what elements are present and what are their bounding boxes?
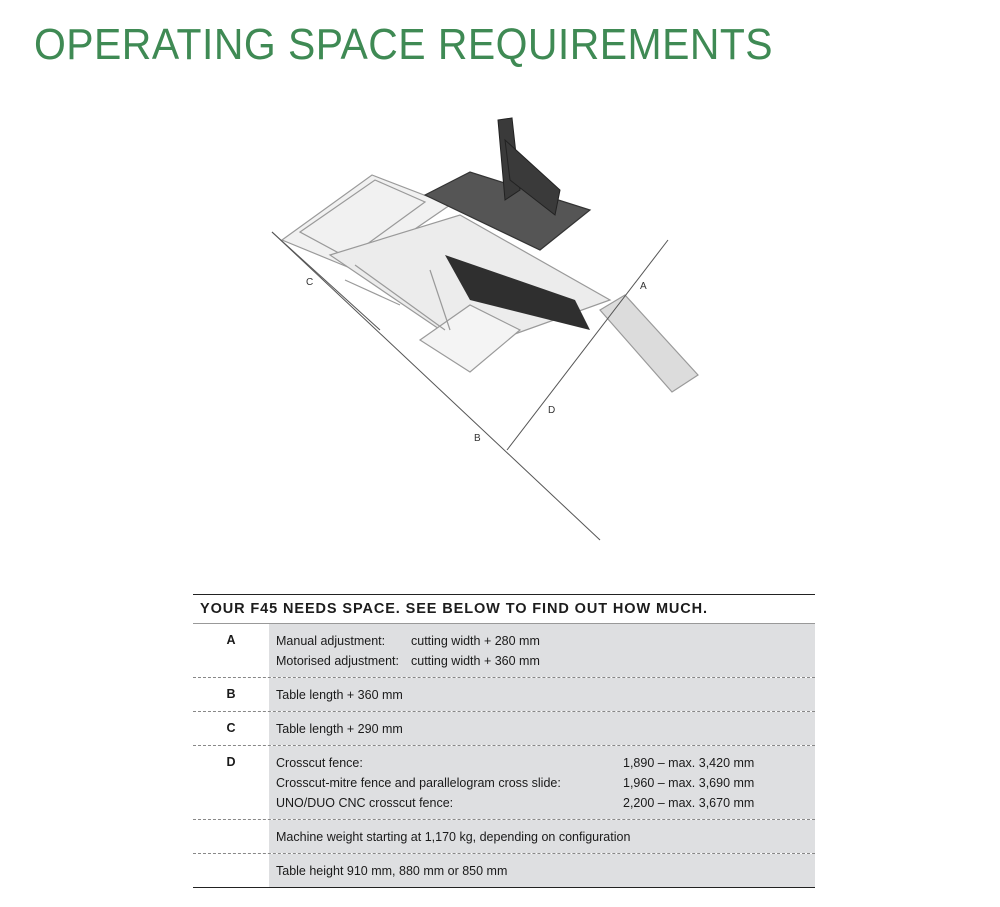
row-value [269,624,815,677]
label-c: C [306,277,314,288]
row-key: C [193,712,269,745]
label-d: D [548,405,556,416]
row-key: B [193,678,269,711]
table-row-weight [193,819,815,853]
row-key: D [193,746,269,819]
manual-value: cutting width + 280 mm [411,634,540,648]
row-key: A [193,624,269,677]
row-value: Table length + 360 mm [269,678,815,711]
table-row-a [193,623,815,677]
table-row-height [193,853,815,888]
d-line-label: Crosscut-mitre fence and parallelogram cross slide: [276,776,561,790]
motorised-label: Motorised adjustment: [276,654,399,668]
machine-diagram [250,100,720,560]
table-row-b [193,677,815,711]
row-value: Table length + 290 mm [269,712,815,745]
row-value: Machine weight starting at 1,170 kg, depending on configuration [269,820,815,853]
d-line-value: 1,960 – max. 3,690 mm [623,776,755,790]
motorised-value: cutting width + 360 mm [411,654,540,668]
d-line-label: UNO/DUO CNC crosscut fence: [276,796,454,810]
table-row-c [193,711,815,745]
d-line-value: 1,890 – max. 3,420 mm [623,756,755,770]
row-value: Table height 910 mm, 880 mm or 850 mm [269,854,815,887]
label-a: A [640,281,647,292]
d-line-label: Crosscut fence: [276,756,363,770]
manual-label: Manual adjustment: [276,634,386,648]
table-row-d [193,745,815,819]
row-key-empty [193,854,269,887]
page-title: OPERATING SPACE REQUIREMENTS [34,20,774,69]
table-heading: YOUR F45 NEEDS SPACE. SEE BELOW TO FIND OUT HOW MUCH. [200,601,708,617]
label-b: B [474,433,481,444]
d-line-value: 2,200 – max. 3,670 mm [623,796,755,810]
space-requirements-table [193,594,815,888]
row-value [269,746,815,819]
row-key-empty [193,820,269,853]
